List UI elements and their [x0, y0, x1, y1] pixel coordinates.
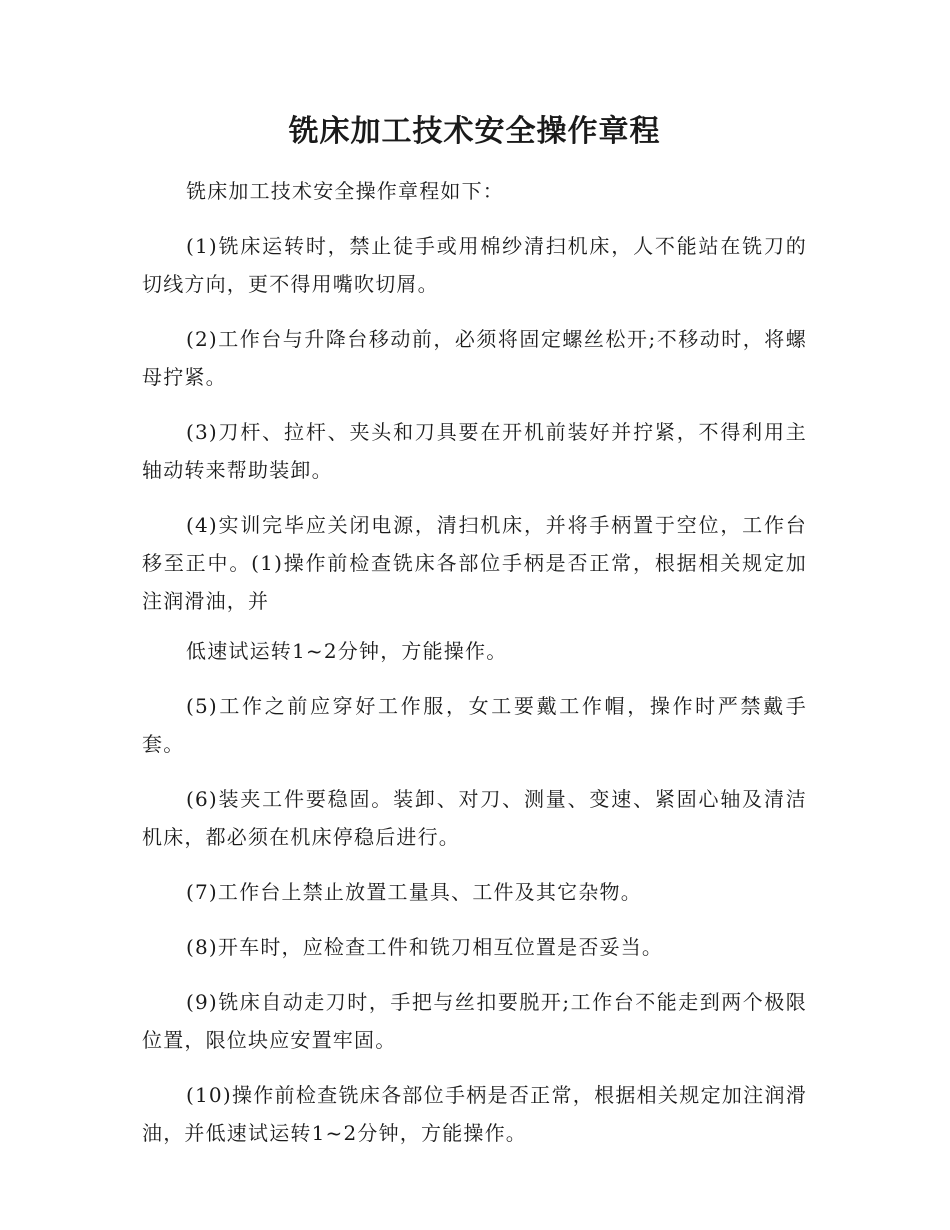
paragraph-rule-3: (3)刀杆、拉杆、夹头和刀具要在开机前装好并拧紧，不得利用主轴动转来帮助装卸。: [142, 420, 807, 482]
paragraph-rule-7: (7)工作台上禁止放置工量具、工件及其它杂物。: [186, 880, 642, 904]
document-title: 铣床加工技术安全操作章程: [288, 114, 661, 149]
paragraph-rule-9: (9)铣床自动走刀时，手把与丝扣要脱开;工作台不能走到两个极限位置，限位块应安置牢固。: [142, 990, 807, 1052]
paragraph-rule-10: (10)操作前检查铣床各部位手柄是否正常，根据相关规定加注润滑油，并低速试运转1~2分钟，方能操作。: [142, 1083, 807, 1145]
paragraph-rule-5: (5)工作之前应穿好工作服，女工要戴工作帽，操作时严禁戴手套。: [142, 694, 807, 756]
paragraph-rule-4: (4)实训完毕应关闭电源，清扫机床，并将手柄置于空位，工作台移至正中。(1)操作前检查铣床各部位手柄是否正常，根据相关规定加注润滑油，并: [142, 513, 807, 613]
paragraph-rule-1: (1)铣床运转时，禁止徒手或用棉纱清扫机床，人不能站在铣刀的切线方向，更不得用嘴吹切屑。: [142, 234, 807, 296]
paragraph-rule-6: (6)装夹工件要稳固。装卸、对刀、测量、变速、紧固心轴及清洁机床，都必须在机床停稳后进行。: [142, 787, 807, 849]
paragraph-intro: 铣床加工技术安全操作章程如下：: [186, 179, 504, 203]
paragraph-rule-8: (8)开车时，应检查工件和铣刀相互位置是否妥当。: [186, 935, 664, 959]
paragraph-rule-4-continued: 低速试运转1~2分钟，方能操作。: [186, 639, 508, 663]
paragraph-rule-2: (2)工作台与升降台移动前，必须将固定螺丝松开;不移动时，将螺母拧紧。: [142, 327, 807, 389]
